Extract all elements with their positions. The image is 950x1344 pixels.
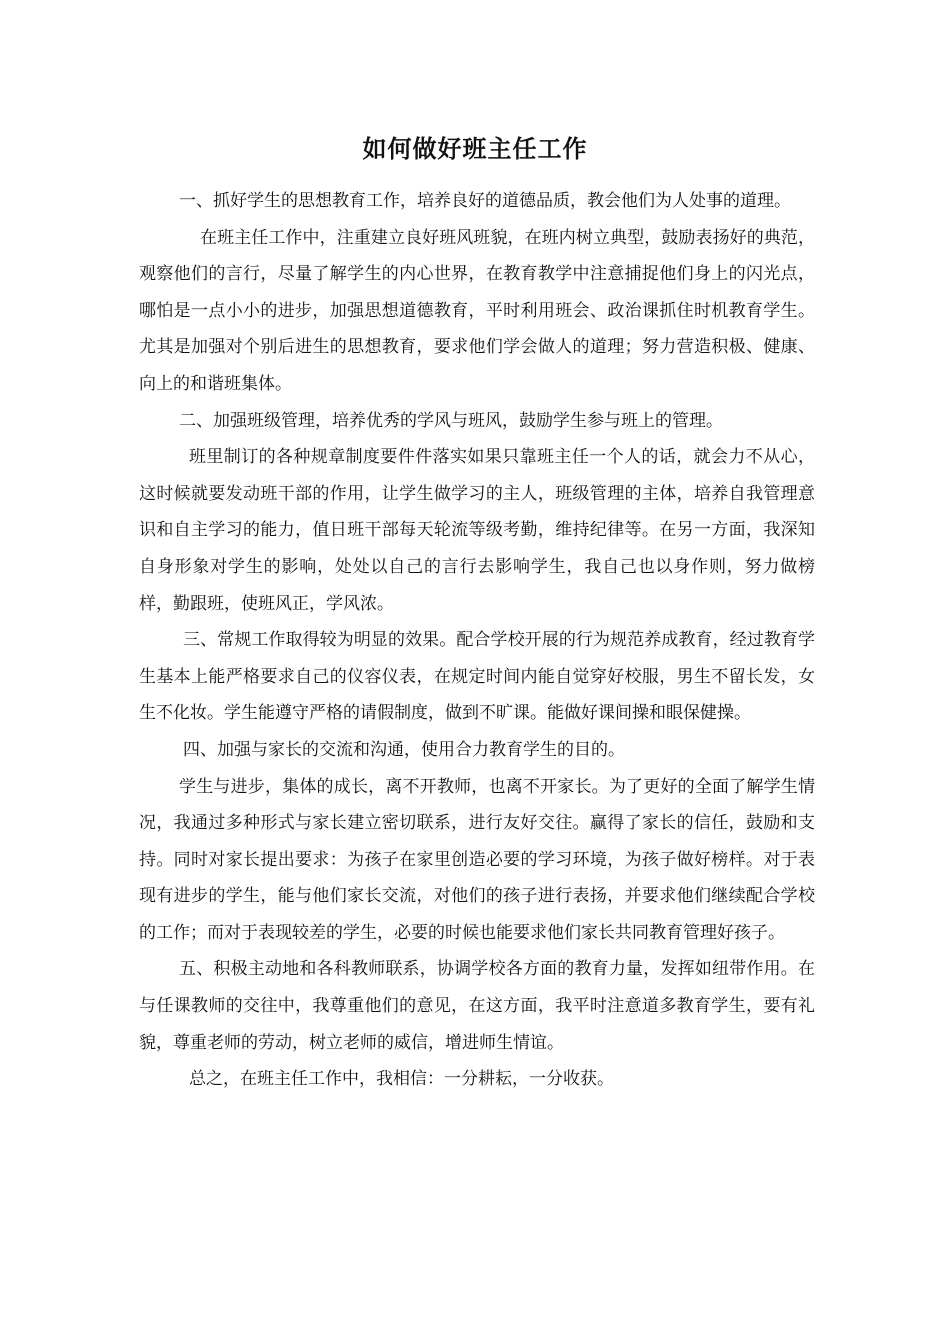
- paragraph-section-3: 三、常规工作取得较为明显的效果。配合学校开展的行为规范养成教育，经过教育学生基本上能严格要求自己的仪容仪表，在规定时间内能自觉穿好校服，男生不留长发，女生不化妆。学生能遵守严格的请假制度，做到不旷课。能做好课间操和眼保健操。: [139, 630, 815, 724]
- document-title: 如何做好班主任工作: [362, 134, 588, 163]
- paragraph-section-4-heading: 四、加强与家长的交流和沟通，使用合力教育学生的目的。: [183, 739, 625, 760]
- paragraph-section-1-body: 在班主任工作中，注重建立良好班风班貌，在班内树立典型，鼓励表扬好的典范，观察他们的言行，尽量了解学生的内心世界，在教育教学中注意捕捉他们身上的闪光点，哪怕是一点小小的进步，加强思想道德教育，平时利用班会、政治课抓住时机教育学生。尤其是加强对个别后进生的思想教育，要求他们学会做人的道理；努力营造积极、健康、向上的和谐班集体。: [139, 227, 815, 394]
- document-body: [139, 183, 815, 1098]
- paragraph-section-2-heading: 二、加强班级管理，培养优秀的学风与班风，鼓励学生参与班上的管理。: [179, 410, 723, 431]
- paragraph-section-4-body: 学生与进步，集体的成长，离不开教师，也离不开家长。为了更好的全面了解学生情况，我通过多种形式与家长建立密切联系，进行友好交往。赢得了家长的信任，鼓励和支持。同时对家长提出要求：为孩子在家里创造必要的学习环境，为孩子做好榜样。对于表现有进步的学生，能与他们家长交流，对他们的孩子进行表扬，并要求他们继续配合学校的工作；而对于表现较差的学生，必要的时候也能要求他们家长共同教育管理好孩子。: [139, 776, 815, 943]
- paragraph-conclusion: 总之，在班主任工作中，我相信：一分耕耘，一分收获。: [189, 1069, 614, 1090]
- paragraph-section-2-body: 班里制订的各种规章制度要件件落实如果只靠班主任一个人的话，就会力不从心，这时候就要发动班干部的作用，让学生做学习的主人，班级管理的主体，培养自我管理意识和自主学习的能力，值日班干部每天轮流等级考勤，维持纪律等。在另一方面，我深知自身形象对学生的影响，处处以自己的言行去影响学生，我自己也以身作则，努力做榜样，勤跟班，使班风正，学风浓。: [139, 447, 815, 614]
- paragraph-section-5: 五、积极主动地和各科教师联系，协调学校各方面的教育力量，发挥如纽带作用。在与任课教师的交往中，我尊重他们的意见，在这方面，我平时注意道多教育学生，要有礼貌，尊重老师的劳动，树立老师的威信，增进师生情谊。: [139, 959, 815, 1053]
- paragraph-section-1-heading: 一、抓好学生的思想教育工作，培养良好的道德品质，教会他们为人处事的道理。: [179, 191, 791, 211]
